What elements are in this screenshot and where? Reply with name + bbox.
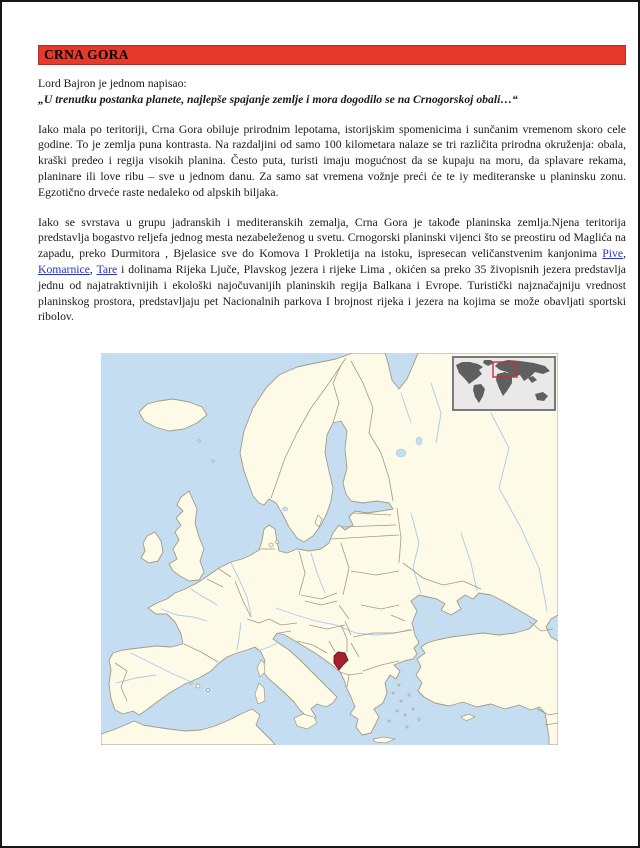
europe-map-svg <box>101 353 558 745</box>
world-inset-map <box>452 356 556 411</box>
separator-2: , <box>89 262 97 276</box>
paragraph-2-text-b: i dolinama Rijeka Ljuče, Plavskog jezera i rijeke Lima , okićen sa preko 35 živopisnih jezera predstavlja jednu od najatraktivnijih i ekološki najočuvanijih planinskih regija Balkana i Evrope. Turistički najznačajniju vrednost planinskog prostora, predstavljaju pet Nacionalnih parkova I brojnost rijeka i jezera na kojima se može obavljati sportski ribolov. <box>38 262 626 324</box>
section-header <box>38 45 626 65</box>
world-inset-svg <box>454 358 554 409</box>
intro-line: Lord Bajron je jednom napisao: <box>38 77 187 90</box>
section-title: CRNA GORA <box>44 47 129 62</box>
link-komarnice[interactable]: Komarnice <box>38 262 90 276</box>
paragraph-2-text-a: Iako se svrstava u grupu jadranskih i mediteranskih zemalja, Crna Gora je takođe planinska zemlja.Njena teritorija predstavlja bogastvo reljefa jednog mesta nezabeleženog u svetu. Crnogorski planinski vijenci što se preostiru od Maglića na zapadu, preko Durmitora , Bjelasice sve do Komova I Prokletija na istoku, ispresecan veličanstvenim kanjonima <box>38 215 626 261</box>
separator-1: , <box>623 247 626 261</box>
paragraph-1: Iako mala po teritoriji, Crna Gora obiluje prirodnim lepotama, istorijskim spomenicima i sunčanim vremenom skoro cele godine. To je zemlja puna kontrasta. Na razdaljini od samo 100 kilometara nalaze se tri različita prirodna okruženja: obala, kraški predeo i regija visokih planina. Često puta, turisti imaju mogućnost da se kupaju na moru, da splavare rekama, planinare ili love ribu – sve u jednom danu. Za samo sat vremena vožnje preći će te iy mediteranske u planinsku zonu. Egzotično drveće raste nedaleko od alpskih biljaka. <box>38 122 626 199</box>
paragraph-2 <box>38 215 626 326</box>
link-pive[interactable]: Pive <box>602 247 624 261</box>
quote-line: „U trenutku postanka planete, najlepše spajanje zemlje i mora dogodilo se na Crnogorskoj obali…“ <box>38 92 518 106</box>
world-continents <box>456 360 550 403</box>
text-column <box>38 76 626 745</box>
europe-locator-map <box>101 353 558 745</box>
link-tare[interactable]: Tare <box>96 262 118 276</box>
